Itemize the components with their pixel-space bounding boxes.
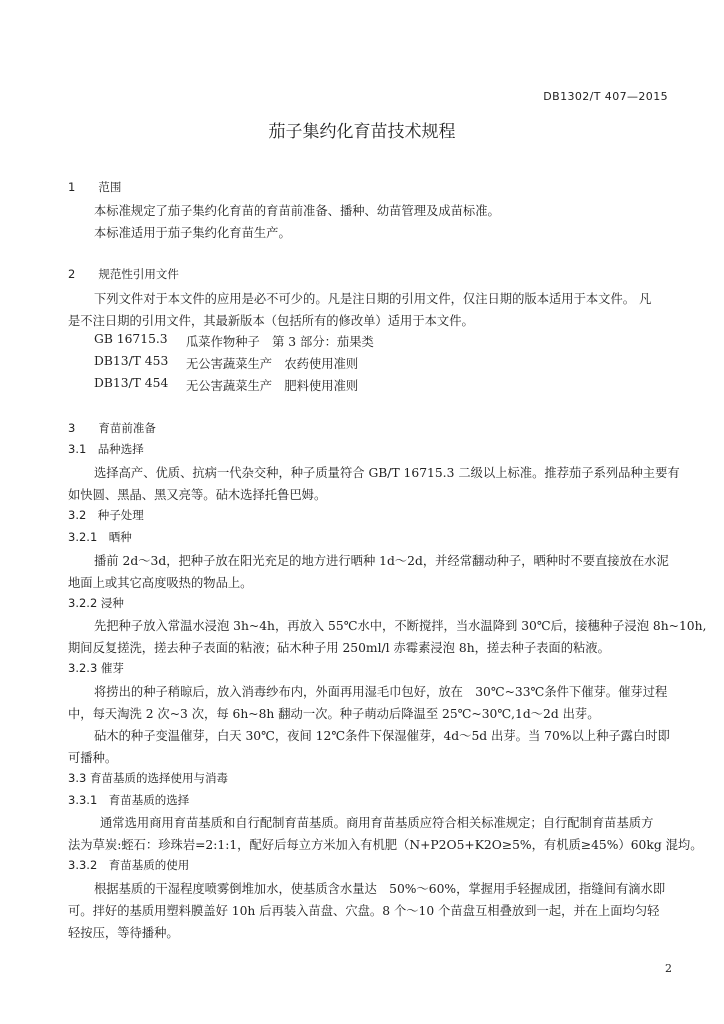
section-3-2-2-heading: 3.2.2 浸种 xyxy=(68,596,124,610)
s323-paragraph: 可播种。 xyxy=(68,751,118,765)
s323-paragraph: 中，每天淘洗 2 次~3 次，每 6h~8h 翻动一次。种子萌动后降温至 25℃~30℃,1d～2d 出芽。 xyxy=(68,707,600,721)
s323-paragraph: 砧木的种子变温催芽，白天 30℃，夜间 12℃条件下保湿催芽，4d～5d 出芽。当 70%以上种子露白时即 xyxy=(94,729,670,743)
section-3-3-heading: 3.3 育苗基质的选择使用与消毒 xyxy=(68,771,228,785)
s331-paragraph: 通常选用商用育苗基质和自行配制育苗基质。商用育苗基质应符合相关标准规定；自行配制育苗基质方 xyxy=(100,816,654,830)
s331-paragraph: 法为草炭:蛭石：珍珠岩=2:1:1，配好后每立方米加入有机肥（N+P2O5+K2O≥5%，有机质≥45%）60kg 混均。 xyxy=(68,838,703,852)
page-number: 2 xyxy=(665,962,672,975)
ref-name: 瓜菜作物种子 第 3 部分：茄果类 xyxy=(186,335,374,349)
s321-paragraph: 播前 2d～3d，把种子放在阳光充足的地方进行晒种 1d～2d，并经常翻动种子，晒种时不要直接放在水泥 xyxy=(94,554,669,568)
s323-paragraph: 将捞出的种子稍晾后，放入消毒纱布内，外面再用湿毛巾包好，放在 30℃~33℃条件下催芽。催芽过程 xyxy=(94,685,668,699)
ref-name: 无公害蔬菜生产 肥料使用准则 xyxy=(186,379,359,393)
s332-paragraph: 轻按压，等待播种。 xyxy=(68,926,179,940)
section-3-heading: 3 育苗前准备 xyxy=(68,421,156,435)
ref-code: GB 16715.3 xyxy=(94,332,168,346)
s1-paragraph: 本标准规定了茄子集约化育苗的育苗前准备、播种、幼苗管理及成苗标准。 xyxy=(94,204,500,218)
document-number: DB1302/T 407—2015 xyxy=(543,90,668,103)
s332-paragraph: 根据基质的干湿程度喷雾倒堆加水，使基质含水量达 50%～60%，掌握用手轻握成团，指缝间有滴水即 xyxy=(94,882,666,896)
s31-paragraph: 如快圆、黑晶、黑又亮等。砧木选择托鲁巴姆。 xyxy=(68,488,327,502)
s31-paragraph: 选择高产、优质、抗病一代杂交种，种子质量符合 GB/T 16715.3 二级以上标准。推荐茄子系列品种主要有 xyxy=(94,466,680,480)
ref-code: DB13/T 453 xyxy=(94,354,169,368)
s2-paragraph: 是不注日期的引用文件，其最新版本（包括所有的修改单）适用于本文件。 xyxy=(68,314,474,328)
s321-paragraph: 地面上或其它高度吸热的物品上。 xyxy=(68,576,253,590)
ref-name: 无公害蔬菜生产 农药使用准则 xyxy=(186,357,359,371)
section-3-2-1-heading: 3.2.1 晒种 xyxy=(68,530,132,544)
s2-paragraph: 下列文件对于本文件的应用是必不可少的。凡是注日期的引用文件，仅注日期的版本适用于本文件。 凡 xyxy=(94,292,652,306)
s332-paragraph: 可。拌好的基质用塑料膜盖好 10h 后再装入苗盘、穴盘。8 个～10 个苗盘互相叠放到一起，并在上面均匀轻 xyxy=(68,904,660,918)
section-3-2-heading: 3.2 种子处理 xyxy=(68,508,144,522)
section-2-heading: 2 规范性引用文件 xyxy=(68,267,179,281)
s1-paragraph: 本标准适用于茄子集约化育苗生产。 xyxy=(94,226,291,240)
page-title: 茄子集约化育苗技术规程 xyxy=(268,122,456,142)
s322-paragraph: 先把种子放入常温水浸泡 3h~4h，再放入 55℃水中，不断搅拌，当水温降到 30℃后，接穗种子浸泡 8h~10h, xyxy=(94,619,707,633)
section-1-heading: 1 范围 xyxy=(68,180,122,194)
s322-paragraph: 期间反复搓洗，搓去种子表面的粘液；砧木种子用 250ml/l 赤霉素浸泡 8h，搓去种子表面的粘液。 xyxy=(68,641,610,655)
section-3-3-1-heading: 3.3.1 育苗基质的选择 xyxy=(68,793,190,807)
section-3-1-heading: 3.1 品种选择 xyxy=(68,442,144,456)
section-3-2-3-heading: 3.2.3 催芽 xyxy=(68,661,124,675)
ref-code: DB13/T 454 xyxy=(94,376,169,390)
section-3-3-2-heading: 3.3.2 育苗基质的使用 xyxy=(68,858,190,872)
